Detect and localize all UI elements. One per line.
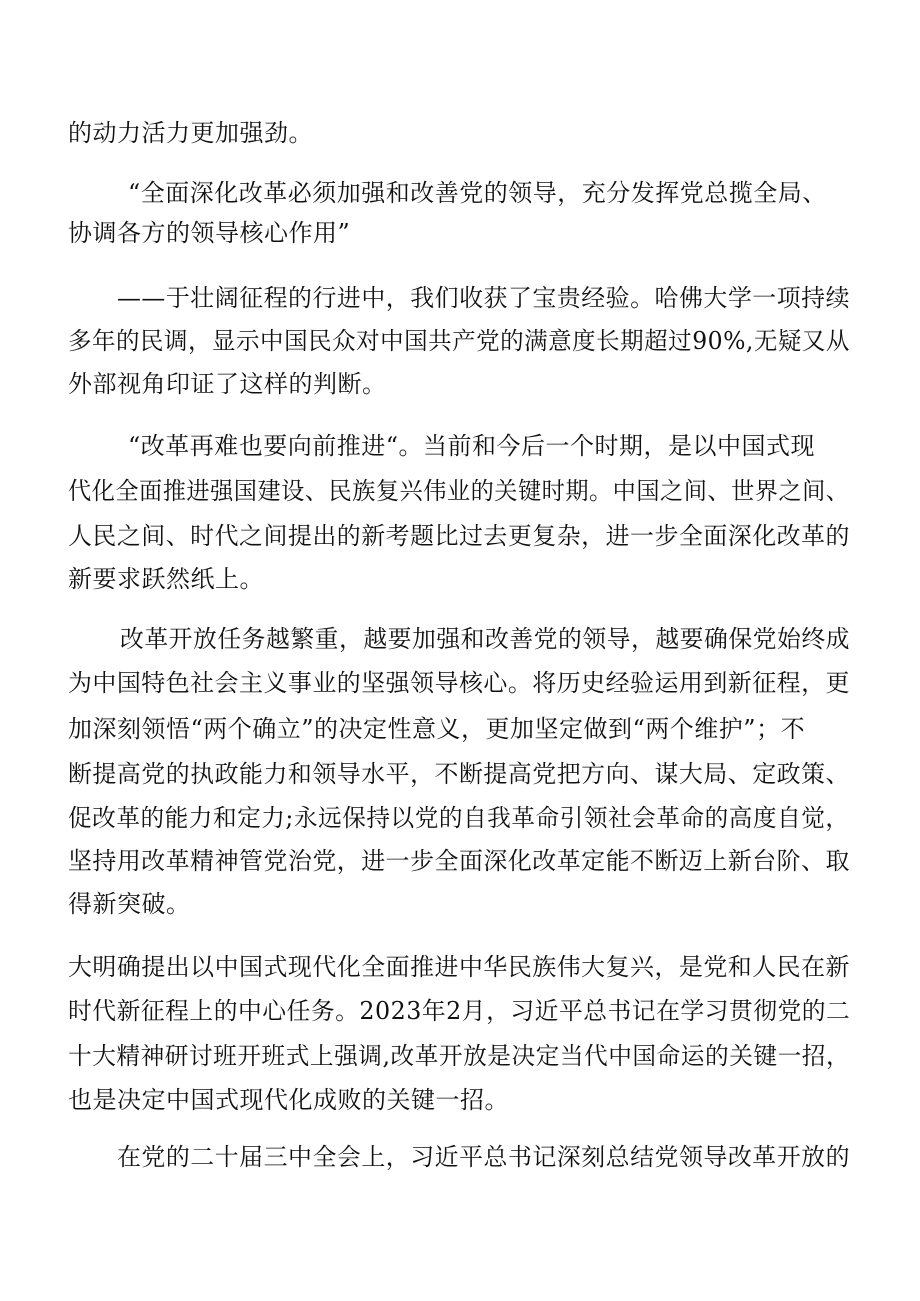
text-line: 在党的二十届三中全会上，习近平总书记深刻总结党领导改革开放的: [117, 1143, 851, 1171]
text-line: 多年的民调，显示中国民众对中国共产党的满意度长期超过90%,无疑又从: [68, 327, 850, 355]
text-line: 得新突破。: [68, 890, 191, 918]
text-line: 断提高党的执政能力和领导水平，不断提高党把方向、谋大局、定政策、: [68, 760, 850, 788]
text-line: 新要求跃然纸上。: [68, 565, 264, 593]
text-line: 坚持用改革精神管党治党，进一步全面深化改革定能不断迈上新台阶、取: [68, 847, 850, 875]
text-line: 代化全面推进强国建设、民族复兴伟业的关键时期。中国之间、世界之间、: [68, 477, 850, 505]
text-line: 人民之间、时代之间提出的新考题比过去更复杂，进一步全面深化改革的: [68, 522, 850, 550]
text-line: “改革再难也要向前推进“。当前和今后一个时期，是以中国式现: [128, 432, 816, 460]
text-line: 的动力活力更加强劲。: [68, 119, 313, 147]
text-line: 协调各方的领导核心作用”: [68, 219, 351, 247]
text-line: 改革开放任务越繁重，越要加强和改善党的领导，越要确保党始终成: [120, 625, 851, 653]
text-line: 促改革的能力和定力;永远保持以党的自我革命引领社会革命的高度自觉，: [68, 804, 850, 832]
text-line: 十大精神研讨班开班式上强调,改革开放是决定当代中国命运的关键一招，: [68, 1042, 851, 1070]
text-line: ——于壮阔征程的行进中，我们收获了宝贵经验。哈佛大学一项持续: [117, 284, 851, 312]
text-line: 外部视角印证了这样的判断。: [68, 370, 387, 398]
text-line: 大明确提出以中国式现代化全面推进中华民族伟大复兴，是党和人民在新: [68, 953, 850, 981]
text-line: 为中国特色社会主义事业的坚强领导核心。将历史经验运用到新征程，更: [68, 669, 850, 697]
text-line: 时代新征程上的中心任务。2023年2月，习近平总书记在学习贯彻党的二: [68, 997, 851, 1025]
text-line: “全面深化改革必须加强和改善党的领导，充分发挥党总揽全局、: [128, 179, 827, 207]
text-line: 也是决定中国式现代化成败的关键一招。: [68, 1086, 509, 1114]
text-line: 加深刻领悟“两个确立”的决定性意义，更加坚定做到“两个维护”；不: [68, 715, 806, 743]
